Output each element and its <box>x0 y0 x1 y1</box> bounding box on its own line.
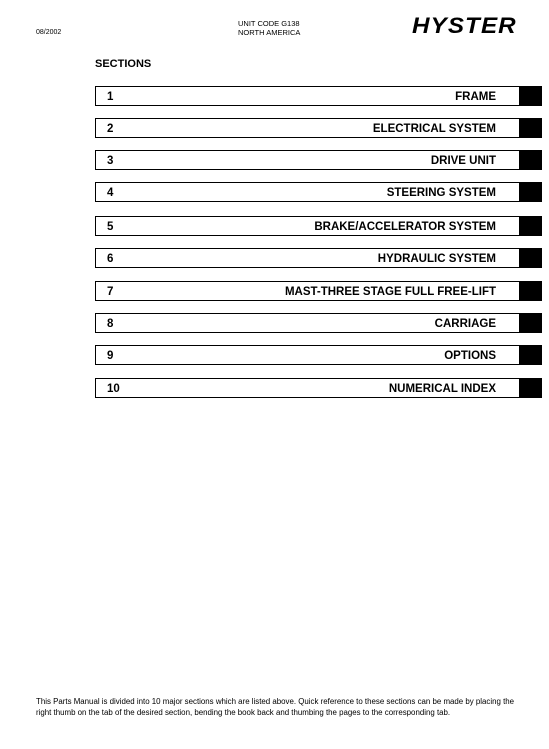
section-number: 7 <box>107 286 114 298</box>
section-tab-3[interactable] <box>519 150 542 170</box>
section-title: BRAKE/ACCELERATOR SYSTEM <box>314 221 496 233</box>
section-row-10[interactable] <box>95 378 519 398</box>
section-row-3[interactable] <box>95 150 519 170</box>
section-title: NUMERICAL INDEX <box>388 383 496 395</box>
section-title: MAST-THREE STAGE FULL FREE-LIFT <box>284 286 496 298</box>
section-tab-1[interactable] <box>519 86 542 106</box>
section-number: 3 <box>107 155 114 167</box>
section-tab-10[interactable] <box>519 378 542 398</box>
section-tab-9[interactable] <box>519 345 542 365</box>
brand-logo: HYSTER <box>412 13 517 38</box>
section-row-9[interactable] <box>95 345 519 365</box>
section-title: HYDRAULIC SYSTEM <box>377 253 496 265</box>
publication-date: 08/2002 <box>36 29 62 36</box>
unit-code: UNIT CODE G138 <box>238 19 300 28</box>
section-number: 8 <box>107 318 114 330</box>
section-row-7[interactable] <box>95 281 519 301</box>
section-title: STEERING SYSTEM <box>386 187 496 199</box>
section-tab-8[interactable] <box>519 313 542 333</box>
section-row-1[interactable] <box>95 86 519 106</box>
section-row-2[interactable] <box>95 118 519 138</box>
unit-code-block <box>238 19 300 37</box>
sections-heading: SECTIONS <box>95 58 152 70</box>
section-row-4[interactable] <box>95 182 519 202</box>
section-row-8[interactable] <box>95 313 519 333</box>
region: NORTH AMERICA <box>238 28 301 37</box>
section-number: 4 <box>107 187 114 199</box>
section-tab-6[interactable] <box>519 248 542 268</box>
section-number: 5 <box>107 221 114 233</box>
section-title: OPTIONS <box>444 350 496 362</box>
section-title: DRIVE UNIT <box>430 155 496 167</box>
section-tab-7[interactable] <box>519 281 542 301</box>
section-number: 2 <box>107 123 114 135</box>
section-number: 10 <box>107 383 120 395</box>
section-number: 6 <box>107 253 114 265</box>
section-row-5[interactable] <box>95 216 519 236</box>
section-title: CARRIAGE <box>434 318 496 330</box>
section-title: ELECTRICAL SYSTEM <box>372 123 496 135</box>
section-number: 9 <box>107 350 114 362</box>
section-number: 1 <box>107 91 114 103</box>
section-title: FRAME <box>455 91 496 103</box>
section-tab-5[interactable] <box>519 216 542 236</box>
footer-note: This Parts Manual is divided into 10 major sections which are listed above. Quick reference to these sections can be made by placing the right thumb on the tab of the desired section, bending the book back and thumbing the pages to the corresponding tab. <box>36 697 515 717</box>
section-tab-2[interactable] <box>519 118 542 138</box>
section-tab-4[interactable] <box>519 182 542 202</box>
section-row-6[interactable] <box>95 248 519 268</box>
